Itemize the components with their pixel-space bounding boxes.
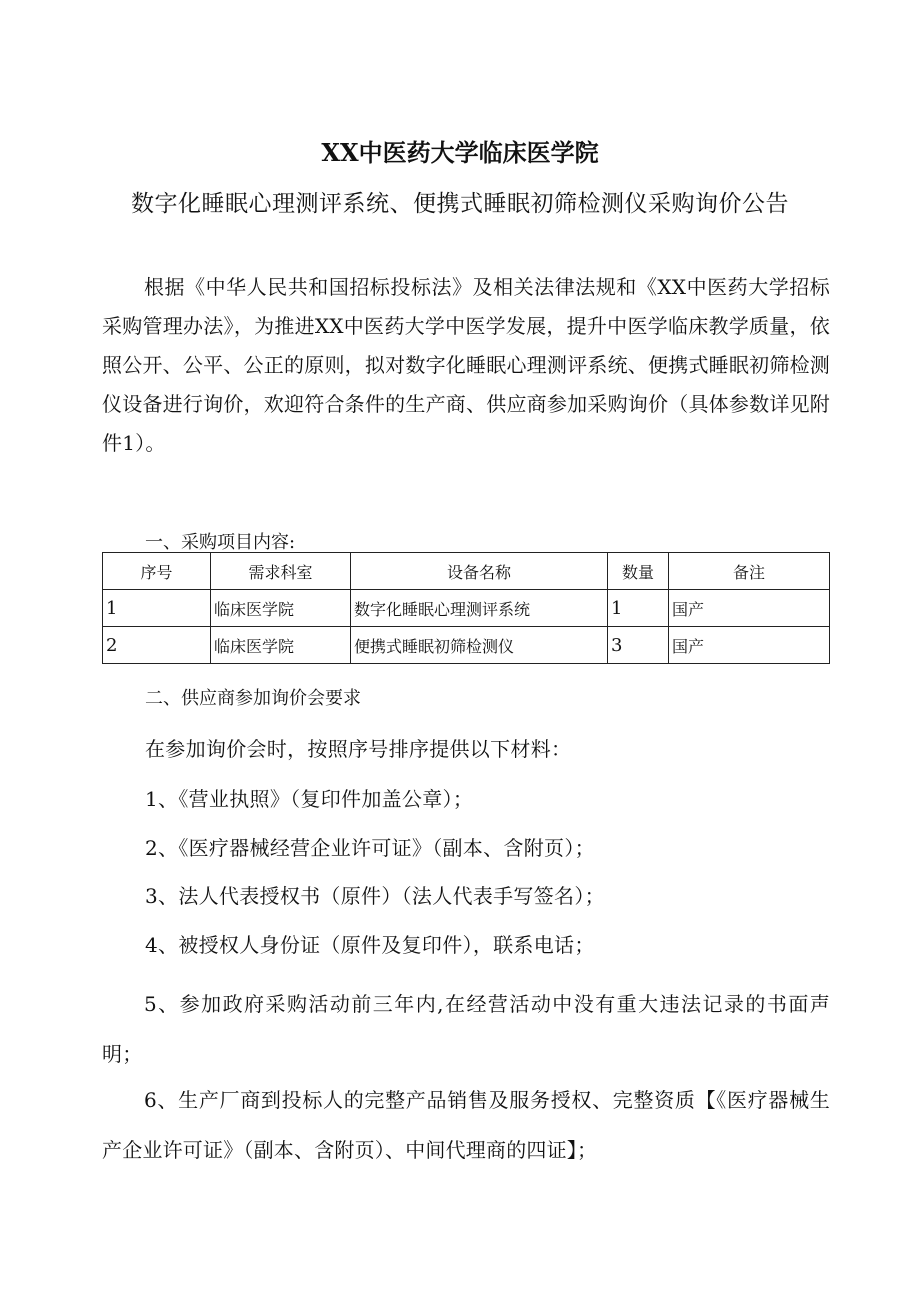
header-cell-remarks: 备注 — [669, 553, 830, 590]
requirement-item: 2、《医疗器械经营企业许可证》（副本、含附页）； — [145, 836, 595, 860]
cell-department: 临床医学院 — [211, 590, 351, 627]
cell-remarks: 国产 — [669, 627, 830, 664]
cell-quantity: 3 — [608, 627, 669, 664]
requirement-item: 6、生产厂商到投标人的完整产品销售及服务授权、完整资质【《医疗器械生产企业许可证》（副本、含附页）、中间代理商的四证】； — [102, 1088, 830, 1162]
cell-equipment: 便携式睡眠初筛检测仪 — [351, 627, 608, 664]
cell-index: 2 — [103, 627, 211, 664]
intro-paragraph: 根据《中华人民共和国招标投标法》及相关法律法规和《XX中医药大学招标采购管理办法》，为推进XX中医药大学中医学发展，提升中医学临床教学质量，依照公开、公平、公正的原则，拟对数字化睡眠心理测评系统、便携式睡眠初筛检测仪设备进行询价，欢迎符合条件的生产商、供应商参加采购询价（具体参数详见附件1）。 — [102, 275, 830, 455]
section-heading-procurement: 一、采购项目内容: — [145, 532, 296, 553]
header-cell-equipment: 设备名称 — [351, 553, 608, 590]
procurement-table — [102, 552, 830, 664]
cell-remarks: 国产 — [669, 590, 830, 627]
table-header-row — [103, 553, 830, 590]
cell-equipment: 数字化睡眠心理测评系统 — [351, 590, 608, 627]
document-subtitle: 数字化睡眠心理测评系统、便携式睡眠初筛检测仪采购询价公告 — [131, 191, 789, 217]
header-cell-quantity: 数量 — [608, 553, 669, 590]
requirement-item: 5、参加政府采购活动前三年内,在经营活动中没有重大违法记录的书面声明； — [102, 992, 830, 1066]
requirement-item: 1、《营业执照》（复印件加盖公章）； — [145, 787, 474, 811]
cell-quantity: 1 — [608, 590, 669, 627]
requirement-item: 4、被授权人身份证（原件及复印件），联系电话； — [145, 933, 595, 957]
header-cell-department: 需求科室 — [211, 553, 351, 590]
header-cell-index: 序号 — [103, 553, 211, 590]
requirement-item: 3、法人代表授权书（原件）（法人代表手写签名）； — [145, 884, 605, 908]
section-heading-requirements: 二、供应商参加询价会要求 — [145, 688, 361, 709]
cell-department: 临床医学院 — [211, 627, 351, 664]
table-row — [103, 590, 830, 627]
document-title: XX中医药大学临床医学院 — [321, 138, 599, 167]
table-row — [103, 627, 830, 664]
requirements-intro: 在参加询价会时，按照序号排序提供以下材料： — [145, 737, 572, 761]
cell-index: 1 — [103, 590, 211, 627]
